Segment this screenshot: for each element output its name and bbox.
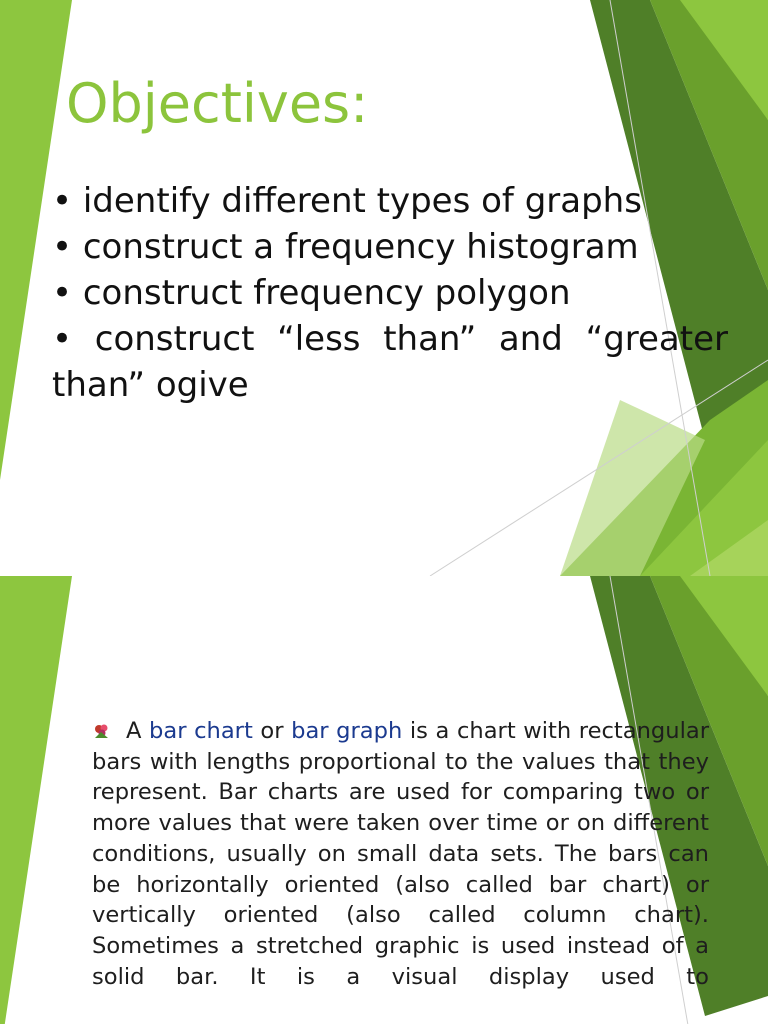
objectives-list [52,178,728,408]
bar-chart-link[interactable]: bar chart [149,718,253,744]
flower-bullet-icon [92,717,112,733]
bar-chart-paragraph [92,716,709,992]
objective-item: • construct frequency polygon [52,273,571,313]
slide-bar-chart [0,576,768,1024]
objective-item: • construct a frequency histogram [52,227,639,267]
objective-item: • construct “less than” and “greater than” ogive [52,319,728,405]
paragraph-text: is a chart with rectangular bars with lengths proportional to the values that they represent. Bar charts are used for comparing two or more values that were taken over time or on different conditions, usually on small data sets. The bars can be horizontally oriented (also called bar chart) or vertically oriented (also called column chart). Sometimes a stretched graphic is used instead of a solid bar. It is a visual display used to [92,718,709,990]
objective-item: • identify different types of graphs [52,181,642,221]
slide-title: Objectives: [66,72,369,135]
paragraph-text: A [126,718,142,744]
paragraph-text: or [260,718,284,744]
bar-graph-link[interactable]: bar graph [291,718,403,744]
